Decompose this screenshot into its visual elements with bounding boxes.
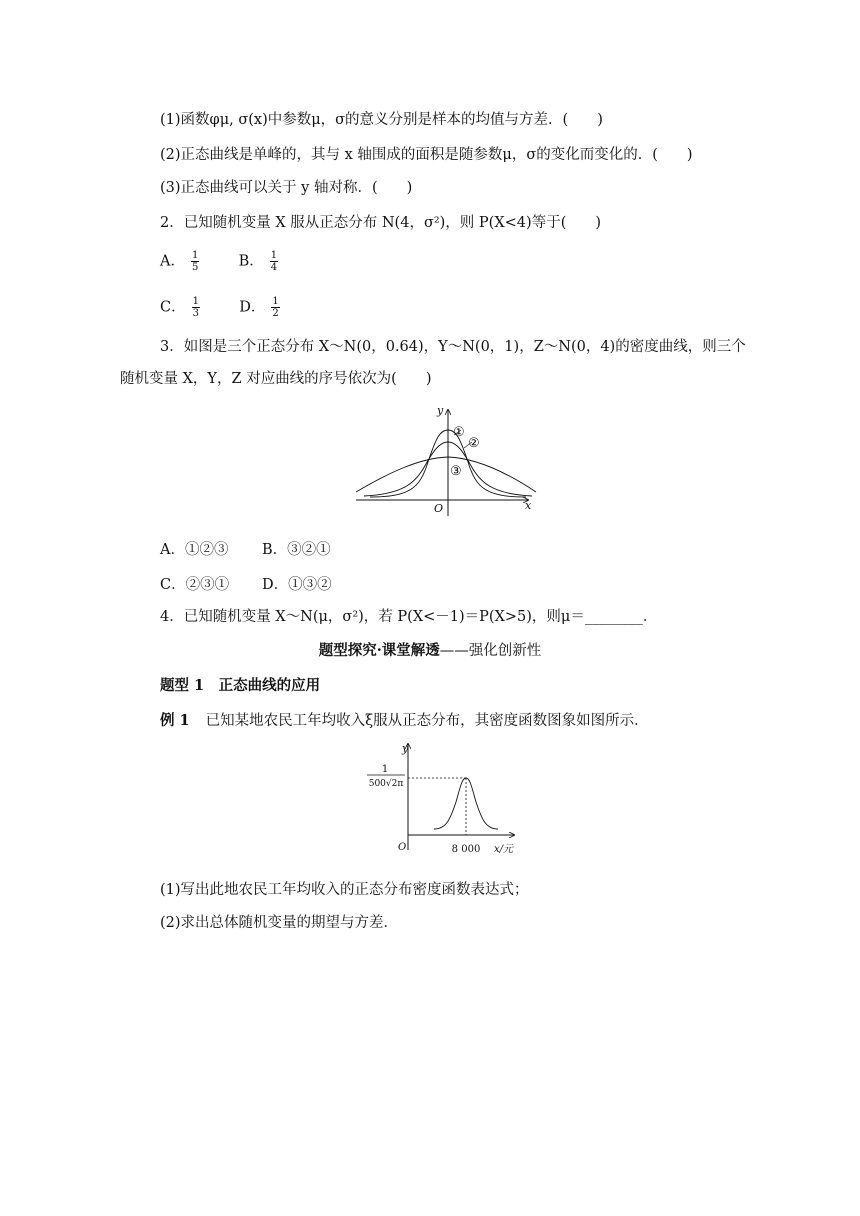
question-3-stem-line1: 3．如图是三个正态分布 X～N(0，0.64)，Y～N(0，1)，Z～N(0，4)的密度曲线，则三个 [160, 339, 746, 355]
question-2-stem: 2．已知随机变量 X 服从正态分布 N(4，σ²)，则 P(X<4)等于( ) [160, 215, 602, 231]
option-a-fraction: $\frac{1}{5}$ [191, 250, 199, 273]
question-2-options-row1 [160, 250, 278, 273]
example-text: 已知某地农民工年均收入ξ服从正态分布，其密度函数图象如图所示． [205, 713, 649, 729]
example-sub-question-2: (2)求出总体随机变量的期望与方差． [160, 915, 399, 931]
question-type-heading: 题型 1 正态曲线的应用 [160, 677, 321, 694]
question-4-stem: 4．已知随机变量 X～N(μ，σ²)，若 P(X<－1)＝P(X>5)，则μ＝________． [160, 609, 658, 625]
x-axis-label: x [525, 499, 532, 512]
option-c-fraction: $\frac{1}{3}$ [192, 296, 199, 319]
section-title-bold: 题型探究·课堂解透 [318, 642, 440, 659]
judge-item-2: (2)正态曲线是单峰的，其与 x 轴围成的面积是随参数μ，σ的变化而变化的．( ) [160, 147, 693, 163]
option-b-label: B． [238, 253, 264, 270]
curve-1-marker: ① [453, 425, 465, 440]
curve-3-marker: ③ [450, 464, 462, 479]
y-axis-label: y [437, 404, 444, 417]
curve-3 [356, 457, 536, 492]
question-3-option-b: B．③②① [262, 542, 331, 558]
question-2-options-row2 [160, 296, 280, 319]
option-a-label: A． [160, 253, 185, 270]
peak-fraction-denominator: 500√2π [368, 779, 404, 789]
question-3-option-c: C．②③① [160, 577, 230, 593]
x-axis-unit-label: x/元 [494, 844, 514, 855]
judge-item-1: (1)函数φμ, σ(x)中参数μ，σ的意义分别是样本的均值与方差．( ) [160, 112, 603, 128]
option-d-fraction: $\frac{1}{2}$ [272, 296, 279, 319]
peak-fraction-numerator: 1 [381, 764, 389, 775]
question-3-stem-line2: 随机变量 X，Y，Z 对应曲线的序号依次为( ) [120, 371, 432, 387]
judge-item-3: (3)正态曲线可以关于 y 轴对称．( ) [160, 180, 413, 196]
option-c-label: C． [160, 299, 186, 316]
normal-curves-figure [350, 402, 540, 522]
example-1 [160, 711, 649, 731]
option-b-fraction: $\frac{1}{4}$ [270, 250, 278, 273]
origin-label: O [434, 502, 444, 515]
question-3-option-d: D．①③② [262, 577, 332, 593]
y-axis-label: y [402, 742, 409, 755]
mean-tick-label: 8 000 [451, 844, 481, 855]
example-sub-question-1: (1)写出此地农民工年均收入的正态分布密度函数表达式； [160, 882, 529, 898]
section-title-rest: ——强化创新性 [439, 643, 542, 659]
example-label: 例 1 [160, 712, 190, 729]
curve-2-marker: ② [468, 436, 480, 451]
question-3-option-a: A．①②③ [160, 542, 229, 558]
section-title [0, 641, 860, 661]
option-d-label: D． [239, 299, 266, 316]
income-density-figure [362, 738, 532, 862]
origin-label: O [398, 842, 407, 853]
